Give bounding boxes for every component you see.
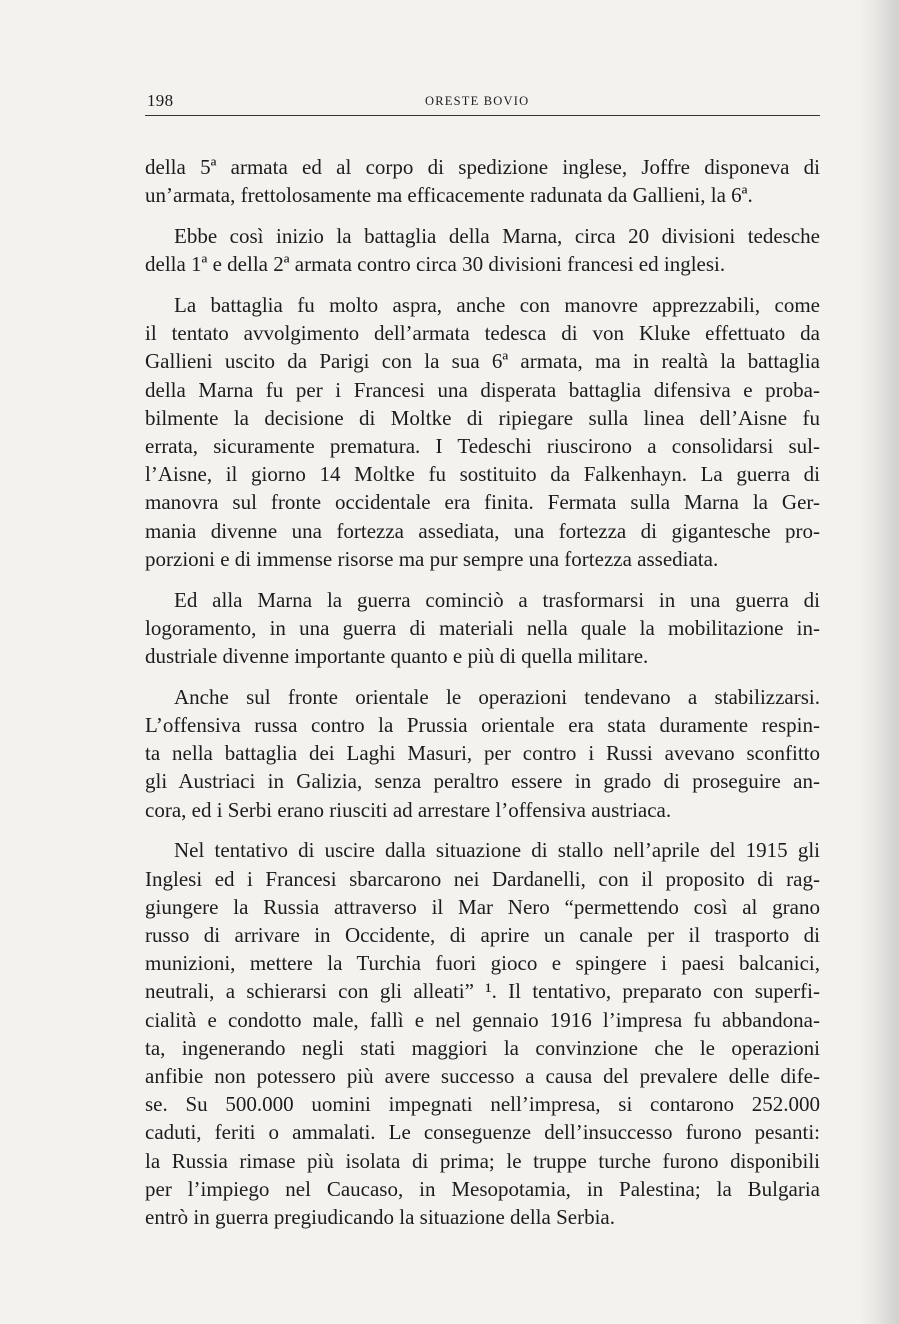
text-line: dustriale divenne importante quanto e più di quella militare. — [145, 644, 649, 669]
text-line: Anche sul fronte orientale le operazioni tendevano a stabilizzarsi. — [174, 684, 820, 709]
text-line: Inglesi ed i Francesi sbarcarono nei Dardanelli, con il proposito di rag- — [145, 866, 820, 891]
text-line: per l’impiego nel Caucaso, in Mesopotamia, in Palestina; la Bulgaria — [145, 1176, 820, 1201]
body-text — [145, 153, 820, 1244]
text-line: munizioni, mettere la Turchia fuori gioco e spingere i paesi balcanici, — [145, 951, 820, 976]
text-line: se. Su 500.000 uomini impegnati nell’impresa, si contarono 252.000 — [145, 1092, 820, 1117]
text-line: russo di arrivare in Occidente, di aprire un canale per il trasporto di — [145, 923, 820, 948]
text-line: la Russia rimase più isolata di prima; le truppe turche furono disponibili — [145, 1148, 820, 1173]
paragraph — [145, 586, 820, 671]
text-line: Ebbe così inizio la battaglia della Marna, circa 20 divisioni tedesche — [174, 224, 820, 248]
text-line: Ed alla Marna la guerra cominciò a trasformarsi in una guerra di — [174, 587, 820, 612]
page-edge-shadow — [859, 0, 899, 1324]
text-line: manovra sul fronte occidentale era finita. Fermata sulla Marna la Ger- — [145, 490, 820, 515]
paragraph — [145, 291, 820, 573]
text-line: Nel tentativo di uscire dalla situazione di stallo nell’aprile del 1915 gli — [174, 838, 820, 863]
running-head: ORESTE BOVIO — [425, 94, 530, 108]
text-line: porzioni e di immense risorse ma pur sempre una fortezza assediata. — [145, 546, 719, 571]
text-line: ta, ingenerando negli stati maggiori la convinzione che le operazioni — [145, 1035, 820, 1060]
text-line: giungere la Russia attraverso il Mar Nero “permettendo così al grano — [145, 894, 820, 919]
paragraph — [145, 222, 820, 278]
text-line: ta nella battaglia dei Laghi Masuri, per contro i Russi avevano sconfitto — [145, 741, 820, 766]
text-line: anfibie non potessero più avere successo a causa del prevalere delle dife- — [145, 1064, 820, 1089]
text-line: entrò in guerra pregiudicando la situazione della Serbia. — [145, 1205, 615, 1230]
text-line: della Marna fu per i Francesi una disperata battaglia difensiva e proba- — [145, 377, 820, 402]
text-line: errata, sicuramente prematura. I Tedeschi riuscirono a consolidarsi sul- — [145, 434, 820, 459]
paragraph — [145, 683, 820, 824]
text-line: L’offensiva russa contro la Prussia orientale era stata duramente respin- — [145, 713, 820, 738]
text-line: logoramento, in una guerra di materiali nella quale la mobilitazione in- — [145, 615, 820, 640]
page-number: 198 — [147, 91, 174, 110]
text-line: il tentato avvolgimento dell’armata tedesca di von Kluke effettuato da — [145, 321, 820, 346]
text-line: cora, ed i Serbi erano riusciti ad arrestare l’offensiva austriaca. — [145, 797, 672, 822]
text-line: gli Austriaci in Galizia, senza peraltro essere in grado di proseguire an- — [145, 769, 820, 794]
text-line: della 1ª e della 2ª armata contro circa 30 divisioni francesi ed inglesi. — [145, 252, 726, 277]
text-line: della 5ª armata ed al corpo di spedizione inglese, Joffre disponeva di — [145, 155, 820, 179]
text-line: un’armata, frettolosamente ma efficacemente radunata da Gallieni, la 6ª. — [145, 183, 753, 208]
text-line: mania divenne una fortezza assediata, una fortezza di gigantesche pro- — [145, 518, 820, 543]
page-header — [145, 91, 820, 116]
paragraph — [145, 836, 820, 1231]
text-line: Gallieni uscito da Parigi con la sua 6ª armata, ma in realtà la battaglia — [145, 349, 820, 374]
text-line: l’Aisne, il giorno 14 Moltke fu sostituito da Falkenhayn. La guerra di — [145, 462, 820, 487]
text-line: bilmente la decisione di Moltke di ripiegare sulla linea dell’Aisne fu — [145, 405, 820, 430]
paragraph — [145, 153, 820, 209]
text-line: cialità e condotto male, fallì e nel gennaio 1916 l’impresa fu abbandona- — [145, 1007, 820, 1032]
text-line: La battaglia fu molto aspra, anche con manovre apprezzabili, come — [174, 293, 820, 317]
text-line: caduti, feriti o ammalati. Le conseguenze dell’insuccesso furono pesanti: — [145, 1120, 820, 1145]
text-line: neutrali, a schierarsi con gli alleati” ¹. Il tentativo, preparato con superfi- — [145, 979, 820, 1004]
